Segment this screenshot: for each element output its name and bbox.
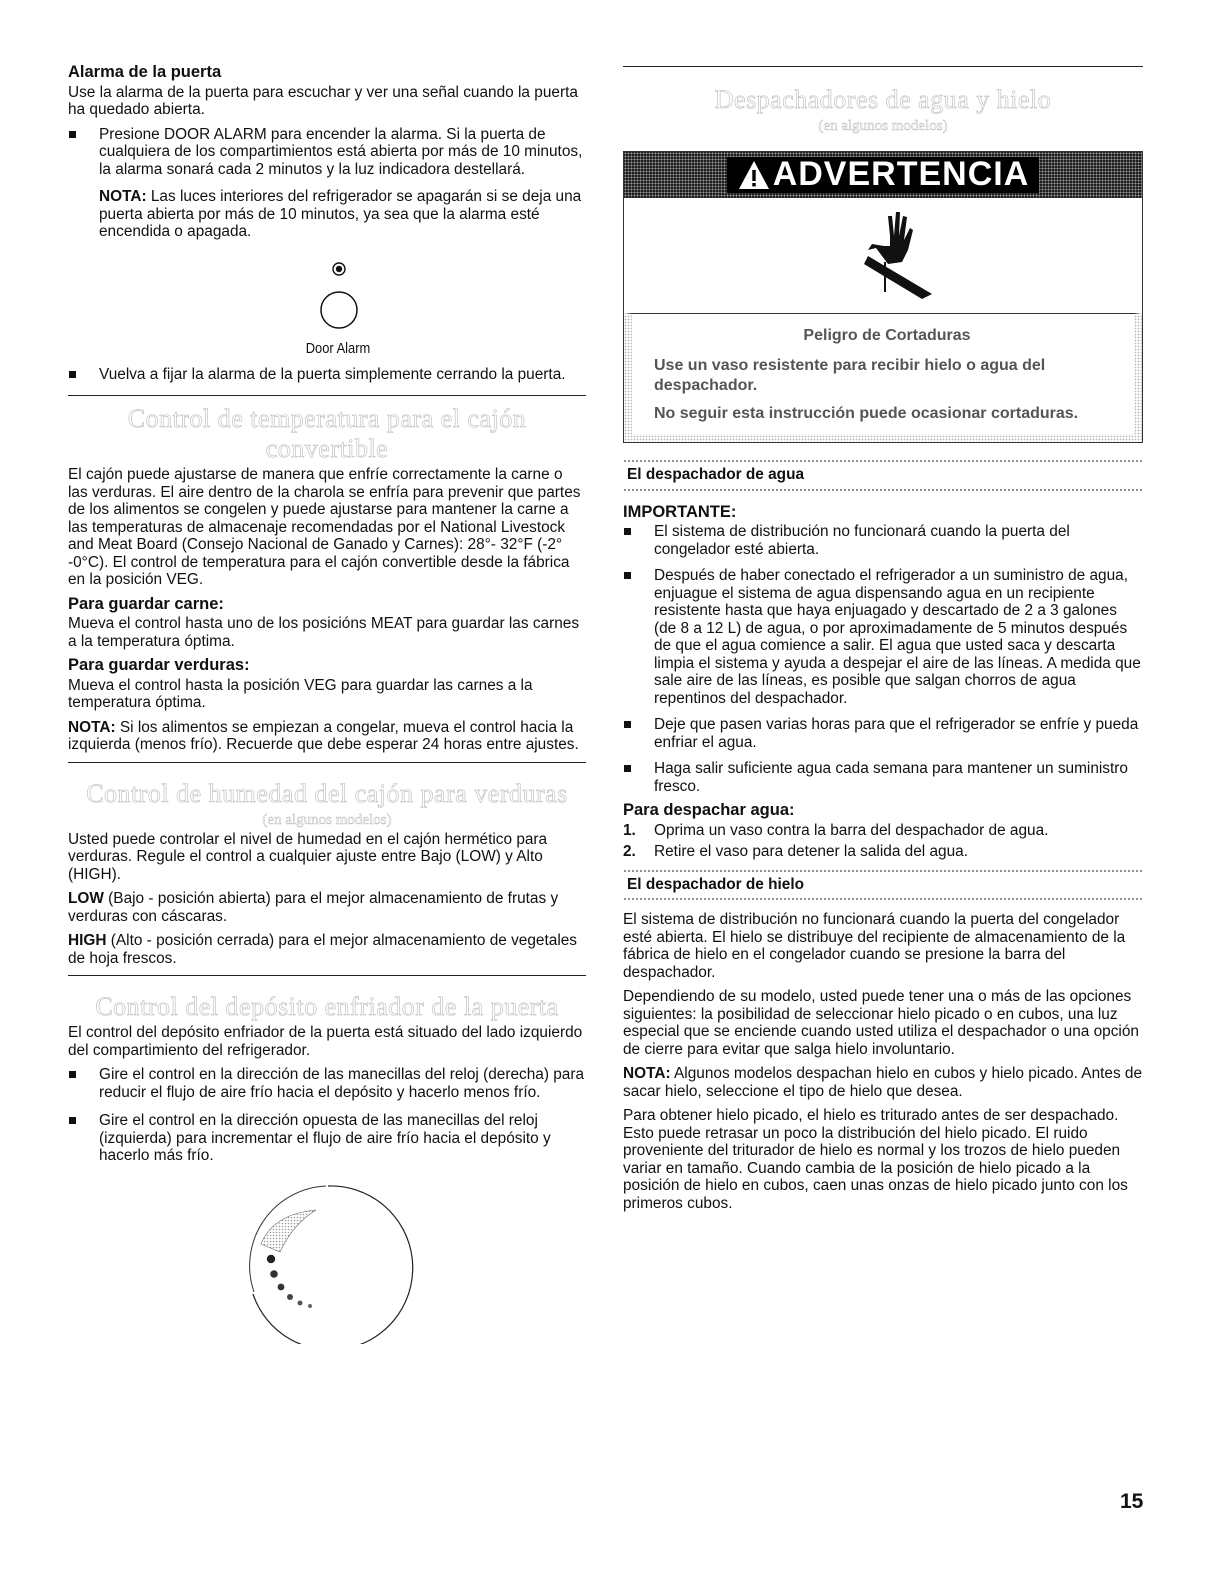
- ice-paragraph-1: El sistema de distribución no funcionará cuando la puerta del congelador esté abierta. El hielo se distribuye del recipiente de almacenamiento de la fábrica de hielo en el congelador cuando se presione la barra del despachador.: [623, 911, 1126, 981]
- water-bullet-2: Después de haber conectado el refrigerador a un suministro de agua, enjuague el sistema de agua dispensando agua en un recipiente resistente hasta que haya enjuagado y descartado de 2 a 3 galones (de 8 a 12 L) de agua, o por aproximadamente de 5 minutos después de que el agua comience a salir. El agua que usted saca y descarta limpia el sistema y ayuda a despejar el aire de las líneas. A medida que sale aire de las líneas, es posible que salgan chorros de agua repentinos del despachador.: [623, 567, 1143, 707]
- step-2: 2. Retire el vaso para detener la salida del agua.: [623, 843, 968, 860]
- door-alarm-label: Door Alarm: [305, 339, 371, 357]
- dispensers-subtitle: (en algunos modelos): [818, 118, 948, 134]
- door-alarm-button-icon: [68, 248, 586, 336]
- meat-heading: Para guardar carne:: [68, 594, 224, 613]
- door-alarm-section: [68, 0, 586, 383]
- step-1: 1. Oprima un vaso contra la barra del despachador de agua.: [623, 821, 1049, 839]
- dispense-heading: Para despachar agua:: [623, 801, 795, 819]
- ice-paragraph-2: Dependiendo de su modelo, usted puede tener una o más de las opciones siguientes: la posibilidad de seleccionar hielo picado o en cubos, una luz especial que se enciende cuando usted utiliza el despachador o una opción de cierre para evitar que salga hielo involuntario.: [623, 988, 1139, 1058]
- door-alarm-heading: Alarma de la puerta: [68, 63, 222, 81]
- water-bullet-3: Deje que pasen varias horas para que el refrigerador se enfríe y pueda enfriar el agua.: [623, 716, 1143, 751]
- door-bin-intro: El control del depósito enfriador de la puerta está situado del lado izquierdo del compartimiento del refrigerador.: [68, 1024, 583, 1059]
- water-section: [623, 459, 1143, 861]
- ice-note: [623, 1065, 1143, 1100]
- right-column: [623, 0, 1143, 1219]
- convertible-intro: El cajón puede ajustarse de manera que enfríe correctamente la carne o las verduras. El aire dentro de la charola se enfría para prevenir que partes de los alimentos se congelen y puede ajustarse para mantener la carne a las temperaturas de almacenaje recomendadas por el National Livestock and Meat Board (Consejo Nacional de Ganado y Carnes): 28°- 32°F (-2° -0°C). El control de temperatura para el cajón convertible desde la fábrica en la posición VEG.: [68, 466, 581, 588]
- humidity-section: [68, 779, 586, 968]
- door-bin-bullet-2: Gire el control en la dirección opuesta de las manecillas del reloj (izquierda) para incrementar el flujo de aire frío hacia el depósito y hacerlo más frío.: [68, 1112, 586, 1165]
- warning-line-2: No seguir esta instrucción puede ocasionar cortaduras.: [654, 405, 1079, 422]
- warning-banner: [624, 152, 1142, 198]
- high-text: (Alto - posición cerrada) para el mejor almacenamiento de vegetales de hoja frescos.: [68, 932, 577, 967]
- veg-heading: Para guardar verduras:: [68, 656, 250, 674]
- convertible-section: [68, 404, 586, 754]
- humidity-title: Control de humedad del cajón para verduras: [86, 778, 568, 808]
- left-column: [68, 0, 586, 1348]
- divider: [623, 66, 1143, 67]
- door-alarm-figure: [68, 248, 586, 358]
- ice-section: [623, 869, 1143, 1213]
- humidity-low: [68, 890, 586, 925]
- ice-heading: El despachador de hielo: [627, 875, 805, 893]
- divider: [68, 395, 586, 396]
- door-bin-section: [68, 992, 586, 1348]
- low-label: LOW: [68, 890, 104, 907]
- note-label: NOTA:: [623, 1065, 671, 1082]
- convertible-note: [68, 719, 586, 754]
- door-alarm-bullet-1: Presione DOOR ALARM para encender la alarma. Si la puerta de cualquiera de los compartimientos está abierta por más de 10 minutos, la alarma sonará cada 2 minutos y la luz indicadora destellará.: [68, 126, 586, 179]
- water-heading: El despachador de agua: [627, 466, 805, 483]
- warning-text: [632, 314, 1134, 434]
- divider: [68, 975, 586, 976]
- cut-hazard-pictogram: [624, 198, 1142, 314]
- door-bin-dial-illustration: [68, 1174, 586, 1344]
- meat-text: Mueva el control hasta uno de los posicións MEAT para guardar las carnes a la temperatura óptima.: [68, 615, 580, 650]
- warning-triangle-icon: [737, 159, 771, 191]
- divider: [68, 762, 586, 763]
- warning-box: [623, 151, 1143, 443]
- high-label: HIGH: [68, 932, 107, 949]
- humidity-high: [68, 932, 586, 967]
- dotted-rule: [623, 897, 1143, 901]
- page-number: 15: [1120, 1490, 1144, 1513]
- note-label: NOTA:: [99, 188, 147, 205]
- veg-text: Mueva el control hasta la posición VEG para guardar las carnes a la temperatura óptima.: [68, 676, 533, 711]
- low-text: (Bajo - posición abierta) para el mejor almacenamiento de frutas y verduras con cáscaras.: [68, 890, 559, 925]
- door-alarm-note: [68, 188, 586, 241]
- hazard-title: Peligro de Cortaduras: [803, 327, 971, 344]
- water-bullet-1: El sistema de distribución no funcionará cuando la puerta del congelador esté abierta.: [623, 523, 1143, 558]
- note-text: Si los alimentos se empiezan a congelar, mueva el control hacia la izquierda (menos frío). Recuerde que debe esperar 24 horas entre ajustes.: [68, 718, 579, 753]
- note-text: Algunos modelos despachan hielo en cubos y hielo picado. Antes de sacar hielo, seleccione el tipo de hielo que desea.: [623, 1065, 1143, 1100]
- note-text: Las luces interiores del refrigerador se apagarán si se deja una puerta abierta por más de 10 minutos, ya sea que la alarma esté encendida o apagada.: [99, 188, 582, 240]
- humidity-subtitle: (en algunos modelos): [262, 811, 392, 828]
- humidity-intro: Usted puede controlar el nivel de humedad en el cajón hermético para verduras. Regule el control a cualquier ajuste entre Bajo (LOW) y Alto (HIGH).: [68, 830, 548, 883]
- door-bin-title: Control del depósito enfriador de la puerta: [95, 992, 559, 1021]
- note-label: NOTA:: [68, 718, 116, 736]
- ice-paragraph-3: Para obtener hielo picado, el hielo es triturado antes de ser despachado. Esto puede retrasar un poco la distribución del hielo picado. El ruido proveniente del triturador de hielo es normal y los trozos de hielo pueden variar en tamaño. Cuando cambia de la posición de hielo picado a la posición de hielo en cubos, caen unas onzas de hielo picado junto con los primeros cubos.: [623, 1107, 1128, 1212]
- hand-cut-hazard-icon: [632, 198, 1134, 313]
- door-alarm-intro: Use la alarma de la puerta para escuchar y ver una señal cuando la puerta ha quedado abierta.: [68, 83, 578, 118]
- convertible-title: Control de temperatura para el cajón convertible: [127, 404, 527, 463]
- warning-line-1: Use un vaso resistente para recibir hielo o agua del despachador.: [654, 357, 1046, 394]
- important-label: IMPORTANTE:: [623, 502, 737, 521]
- dispensers-title: Despachadores de agua y hielo: [714, 85, 1052, 114]
- water-bullet-4: Haga salir suficiente agua cada semana para mantener un suministro fresco.: [623, 760, 1143, 795]
- warning-banner-text: ADVERTENCIA: [772, 155, 1030, 194]
- door-bin-bullet-1: Gire el control en la dirección de las manecillas del reloj (derecha) para reducir el flujo de aire frío hacia el depósito y hacerlo menos frío.: [68, 1066, 586, 1101]
- door-alarm-bullet-2: Vuelva a fijar la alarma de la puerta simplemente cerrando la puerta.: [68, 366, 586, 384]
- dotted-rule: [623, 488, 1143, 492]
